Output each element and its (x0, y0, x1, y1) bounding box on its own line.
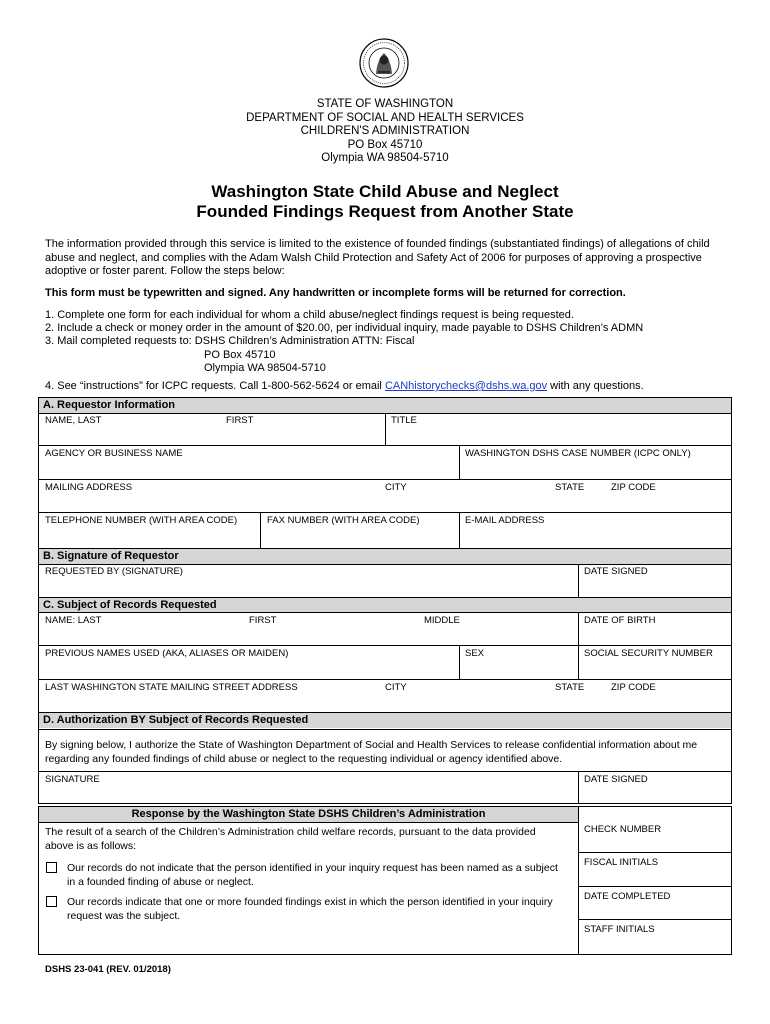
form-title (0, 182, 770, 222)
step4-suffix: with any questions. (547, 380, 644, 392)
email-label: E-MAIL ADDRESS (465, 515, 545, 526)
telephone-field[interactable] (44, 529, 258, 545)
last-address-label: LAST WASHINGTON STATE MAILING STREET ADDRESS (45, 682, 298, 693)
agency-field[interactable] (44, 461, 458, 477)
mailing-address-label: MAILING ADDRESS (45, 482, 133, 493)
subject-zip-label: ZIP CODE (611, 682, 656, 693)
requestor-first-label: FIRST (226, 415, 254, 426)
fax-field[interactable] (266, 529, 458, 545)
requested-by-label: REQUESTED BY (SIGNATURE) (45, 566, 183, 577)
mailing-address-line: PO Box 45710 (204, 348, 276, 361)
result-text: The result of a search of the Children’s Administration child welfare records, pursuant to the data provided above is as follows: (45, 826, 536, 852)
city-label: CITY (385, 482, 407, 493)
state-label: STATE (555, 482, 585, 493)
requestor-date-field[interactable] (583, 580, 731, 596)
subject-signature-field[interactable] (44, 788, 576, 803)
requestor-title-field[interactable] (390, 428, 730, 444)
checkbox-icon[interactable] (46, 862, 57, 873)
header-line: PO Box 45710 (347, 138, 423, 151)
date-of-birth-field[interactable] (583, 628, 731, 644)
check-number-label: CHECK NUMBER (584, 824, 662, 835)
section-a-heading: A. Requestor Information (39, 398, 731, 413)
section-b-heading: B. Signature of Requestor (39, 549, 731, 564)
requestor-title-label: TITLE (391, 415, 417, 426)
telephone-label: TELEPHONE NUMBER (WITH AREA CODE) (45, 515, 238, 526)
form-number: DSHS 23-041 (REV. 01/2018) (45, 964, 171, 975)
option-no-findings: Our records do not indicate that the person identified in your inquiry request has been named as a subject in a founded finding of abuse or neglect. (67, 862, 558, 888)
option-findings-exist: Our records indicate that one or more founded findings exist in which the person identified in your inquiry request was the subject. (67, 896, 553, 922)
agency-label: AGENCY OR BUSINESS NAME (45, 448, 183, 459)
requestor-signature-field[interactable] (44, 580, 576, 596)
agency-header (0, 98, 770, 166)
subject-name-field[interactable] (44, 628, 576, 644)
instruction-steps (45, 309, 643, 375)
last-address-field[interactable] (44, 695, 728, 711)
requestor-name-last-label: NAME, LAST (45, 415, 102, 426)
requestor-name-field[interactable] (44, 428, 384, 444)
intro-paragraph: The information provided through this service is limited to the existence of founded findings (substantiated findings) of allegations of child abuse and neglect, and complies with the Adam Walsh Child Protection and Safety Act of 2006 for purposes of approving a prospective adoptive or foster parent. Follow the steps below: (45, 238, 710, 277)
previous-names-field[interactable] (44, 662, 458, 678)
step4-prefix: 4. See “instructions” for ICPC requests. Call 1-800-562-5624 or email (45, 380, 385, 392)
date-completed-label: DATE COMPLETED (584, 891, 671, 902)
case-number-field[interactable] (464, 461, 730, 477)
form-title-line-2: Founded Findings Request from Another State (196, 202, 574, 221)
date-signed-label: DATE SIGNED (584, 566, 648, 577)
previous-names-label: PREVIOUS NAMES USED (AKA, ALIASES OR MAIDEN) (45, 648, 289, 659)
section-c-heading: C. Subject of Records Requested (39, 598, 731, 613)
authorization-text: By signing below, I authorize the State of Washington Department of Social and Health Services to release confidential information about me regarding any founded findings of child abuse or neglect to the requesting individual or agency identified above. (45, 739, 698, 765)
subject-middle-label: MIDDLE (424, 615, 460, 626)
fax-label: FAX NUMBER (WITH AREA CODE) (267, 515, 420, 526)
subject-date-signed-label: DATE SIGNED (584, 774, 648, 785)
subject-date-field[interactable] (583, 788, 731, 803)
case-number-label: WASHINGTON DSHS CASE NUMBER (ICPC ONLY) (465, 448, 691, 459)
ssn-field[interactable] (583, 662, 731, 678)
washington-state-seal-icon (359, 38, 409, 88)
mailing-address-field[interactable] (44, 495, 728, 511)
header-line: CHILDREN'S ADMINISTRATION (300, 125, 470, 138)
section-d-heading: D. Authorization BY Subject of Records Requested (39, 713, 731, 728)
staff-initials-label: STAFF INITIALS (584, 924, 655, 935)
response-heading: Response by the Washington State DSHS Children’s Administration (39, 807, 578, 822)
email-link[interactable]: CANhistorychecks@dshs.wa.gov (384, 380, 548, 392)
subject-first-label: FIRST (249, 615, 277, 626)
subject-name-last-label: NAME: LAST (45, 615, 102, 626)
sex-label: SEX (465, 648, 485, 659)
header-line: STATE OF WASHINGTON (316, 98, 454, 110)
email-field[interactable] (464, 529, 730, 545)
header-line: Olympia WA 98504-5710 (321, 152, 449, 165)
ssn-label: SOCIAL SECURITY NUMBER (584, 648, 713, 659)
fiscal-initials-label: FISCAL INITIALS (584, 857, 659, 868)
date-of-birth-label: DATE OF BIRTH (584, 615, 656, 626)
step-item-4 (45, 380, 644, 392)
subject-state-label: STATE (555, 682, 585, 693)
subject-signature-label: SIGNATURE (45, 774, 100, 785)
step-item: 3. Mail completed requests to: DSHS Children’s Administration ATTN: Fiscal (45, 335, 415, 348)
typewritten-notice: This form must be typewritten and signed. Any handwritten or incomplete forms will be returned for correction. (45, 287, 626, 299)
mailing-address-line: Olympia WA 98504-5710 (204, 361, 326, 374)
checkbox-icon[interactable] (46, 896, 57, 907)
step-item: 2. Include a check or money order in the amount of $20.00, per individual inquiry, made payable to DSHS Children’s ADMN (45, 322, 644, 335)
sex-field[interactable] (464, 662, 576, 678)
form-title-line-1: Washington State Child Abuse and Neglect (211, 182, 559, 201)
step-item: 1. Complete one form for each individual for whom a child abuse/neglect findings request is being requested. (45, 309, 574, 321)
header-line: DEPARTMENT OF SOCIAL AND HEALTH SERVICES (246, 111, 524, 124)
subject-city-label: CITY (385, 682, 407, 693)
zip-label: ZIP CODE (611, 482, 656, 493)
